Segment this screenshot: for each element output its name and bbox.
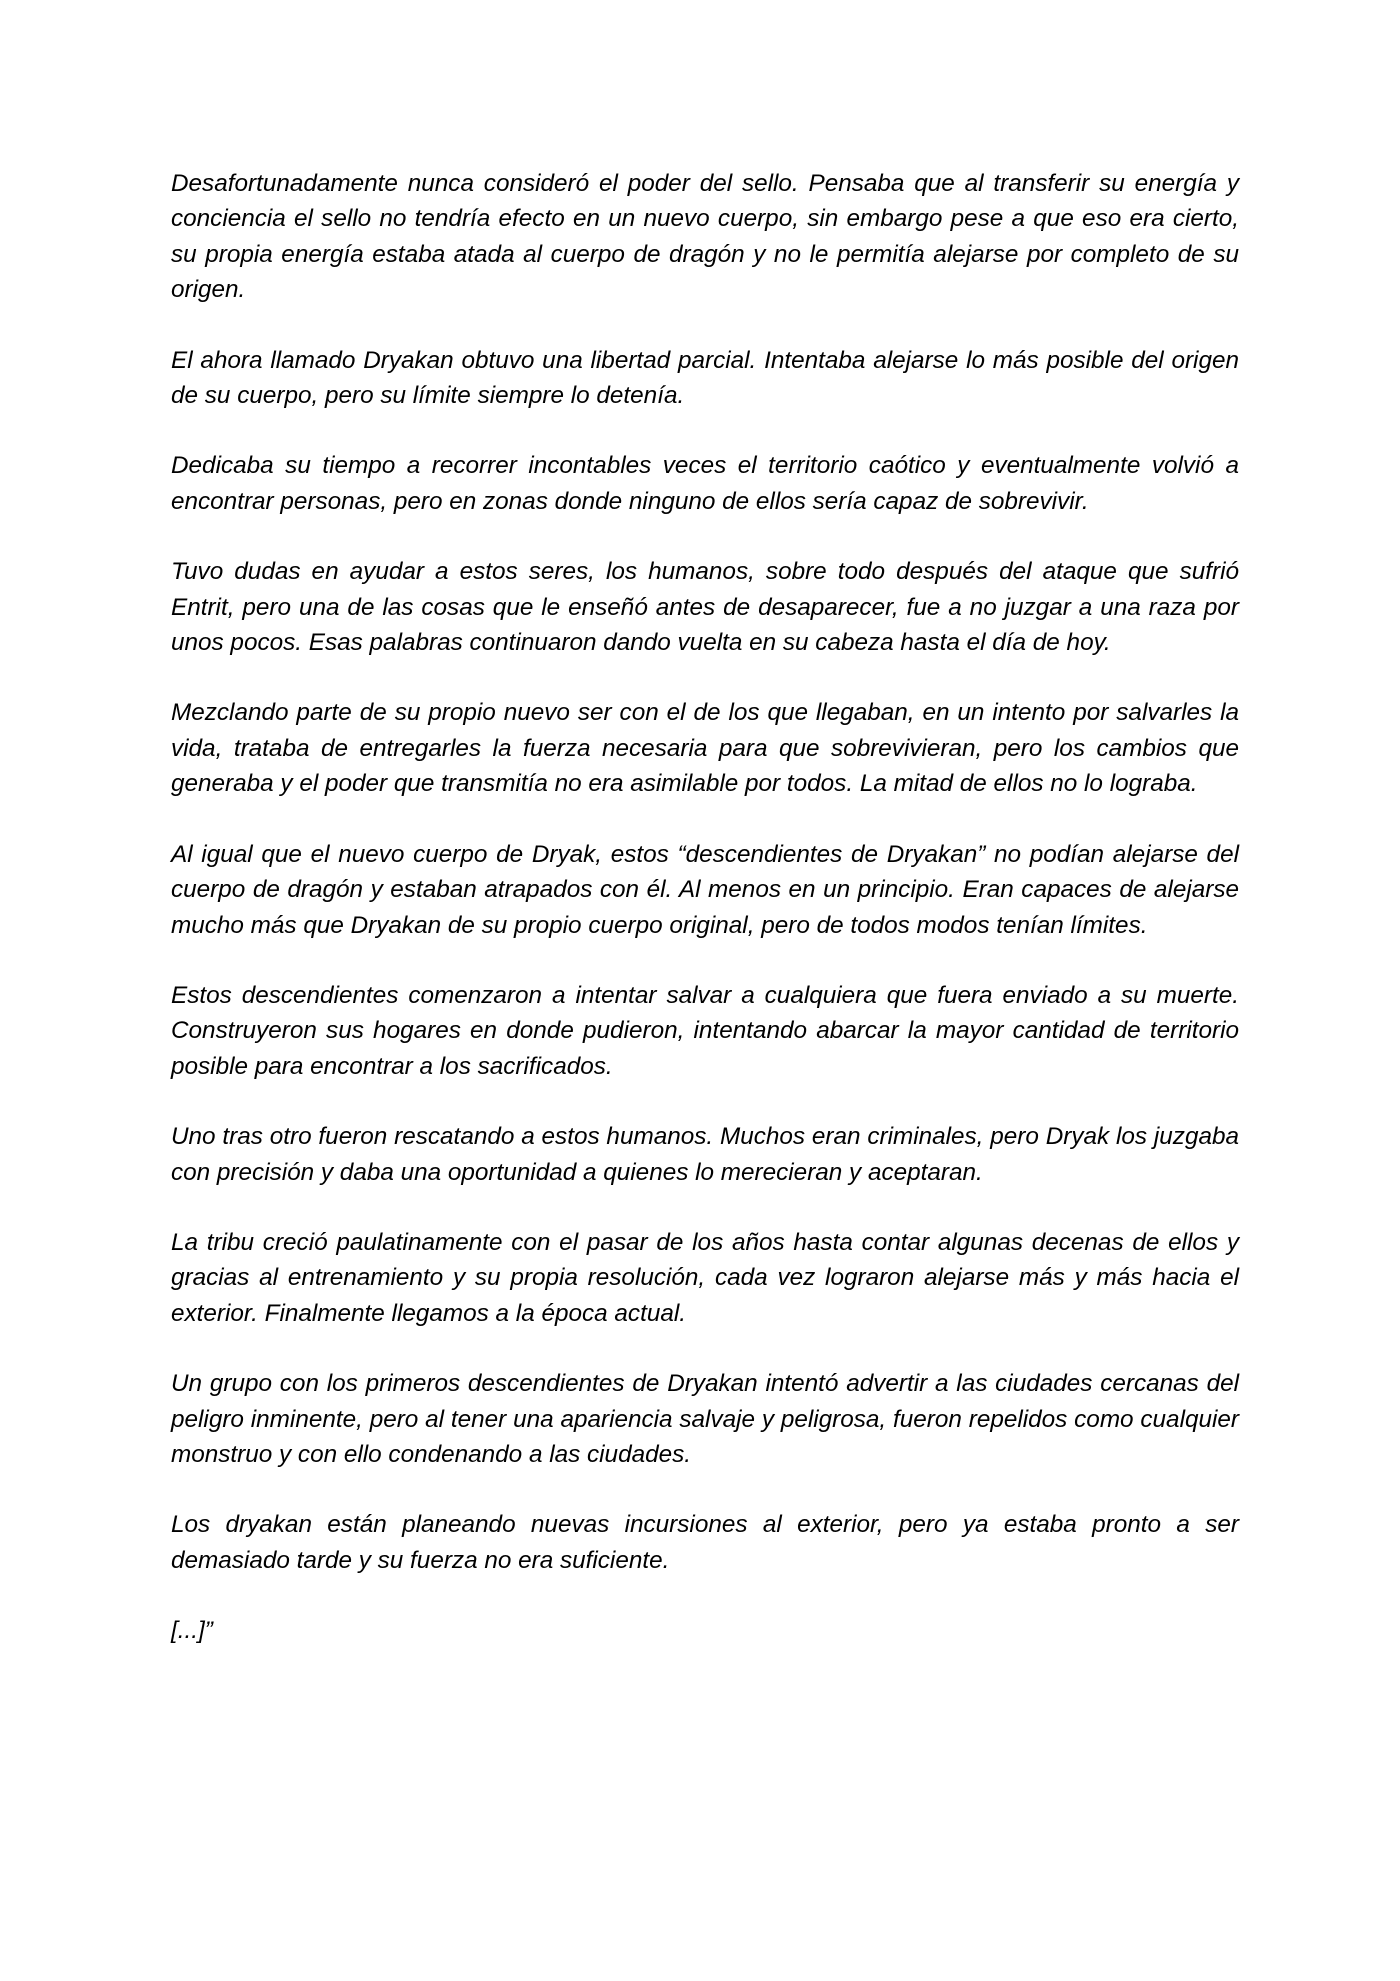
paragraph: Mezclando parte de su propio nuevo ser con el de los que llegaban, en un intento por salvarles la vida, trataba de entregarles la fuerza necesaria para que sobrevivieran, pero los cambios que generaba y el poder que transmitía no era asimilable por todos. La mitad de ellos no lo lograba. [171, 699, 1239, 798]
paragraph: Estos descendientes comenzaron a intentar salvar a cualquiera que fuera enviado a su muerte. Construyeron sus hogares en donde pudieron, intentando abarcar la mayor cantidad de territorio posible para encontrar a los sacrificados. [171, 981, 1239, 1080]
paragraph: El ahora llamado Dryakan obtuvo una libertad parcial. Intentaba alejarse lo más posible del origen de su cuerpo, pero su límite siempre lo detenía. [171, 346, 1239, 410]
paragraph: La tribu creció paulatinamente con el pasar de los años hasta contar algunas decenas de ellos y gracias al entrenamiento y su propia resolución, cada vez lograron alejarse más y más hacia el exterior. Finalmente llegamos a la época actual. [171, 1228, 1239, 1327]
paragraph: Tuvo dudas en ayudar a estos seres, los humanos, sobre todo después del ataque que sufrió Entrit, pero una de las cosas que le enseñó antes de desaparecer, fue a no juzgar a una raza por unos pocos. Esas palabras continuaron dando vuelta en su cabeza hasta el día de hoy. [171, 558, 1239, 657]
paragraph: Uno tras otro fueron rescatando a estos humanos. Muchos eran criminales, pero Dryak los juzgaba con precisión y daba una oportunidad a quienes lo merecieran y aceptaran. [171, 1123, 1239, 1186]
document-body [171, 166, 1239, 1684]
paragraph: Dedicaba su tiempo a recorrer incontables veces el territorio caótico y eventualmente volvió a encontrar personas, pero en zonas donde ninguno de ellos sería capaz de sobrevivir. [171, 452, 1239, 515]
paragraph: Al igual que el nuevo cuerpo de Dryak, estos “descendientes de Dryakan” no podían alejarse del cuerpo de dragón y estaban atrapados con él. Al menos en un principio. Eran capaces de alejarse mucho más que Dryakan de su propio cuerpo original, pero de todos modos tenían límites. [171, 840, 1239, 939]
paragraph-ellipsis: [...]” [171, 1617, 213, 1645]
paragraph: Desafortunadamente nunca consideró el poder del sello. Pensaba que al transferir su energía y conciencia el sello no tendría efecto en un nuevo cuerpo, sin embargo pese a que eso era cierto, su propia energía estaba atada al cuerpo de dragón y no le permitía alejarse por completo de su origen. [171, 170, 1239, 304]
paragraph: Los dryakan están planeando nuevas incursiones al exterior, pero ya estaba pronto a ser demasiado tarde y su fuerza no era suficiente. [171, 1511, 1239, 1574]
paragraph: Un grupo con los primeros descendientes de Dryakan intentó advertir a las ciudades cercanas del peligro inminente, pero al tener una apariencia salvaje y peligrosa, fueron repelidos como cualquier monstruo y con ello condenando a las ciudades. [171, 1370, 1239, 1468]
